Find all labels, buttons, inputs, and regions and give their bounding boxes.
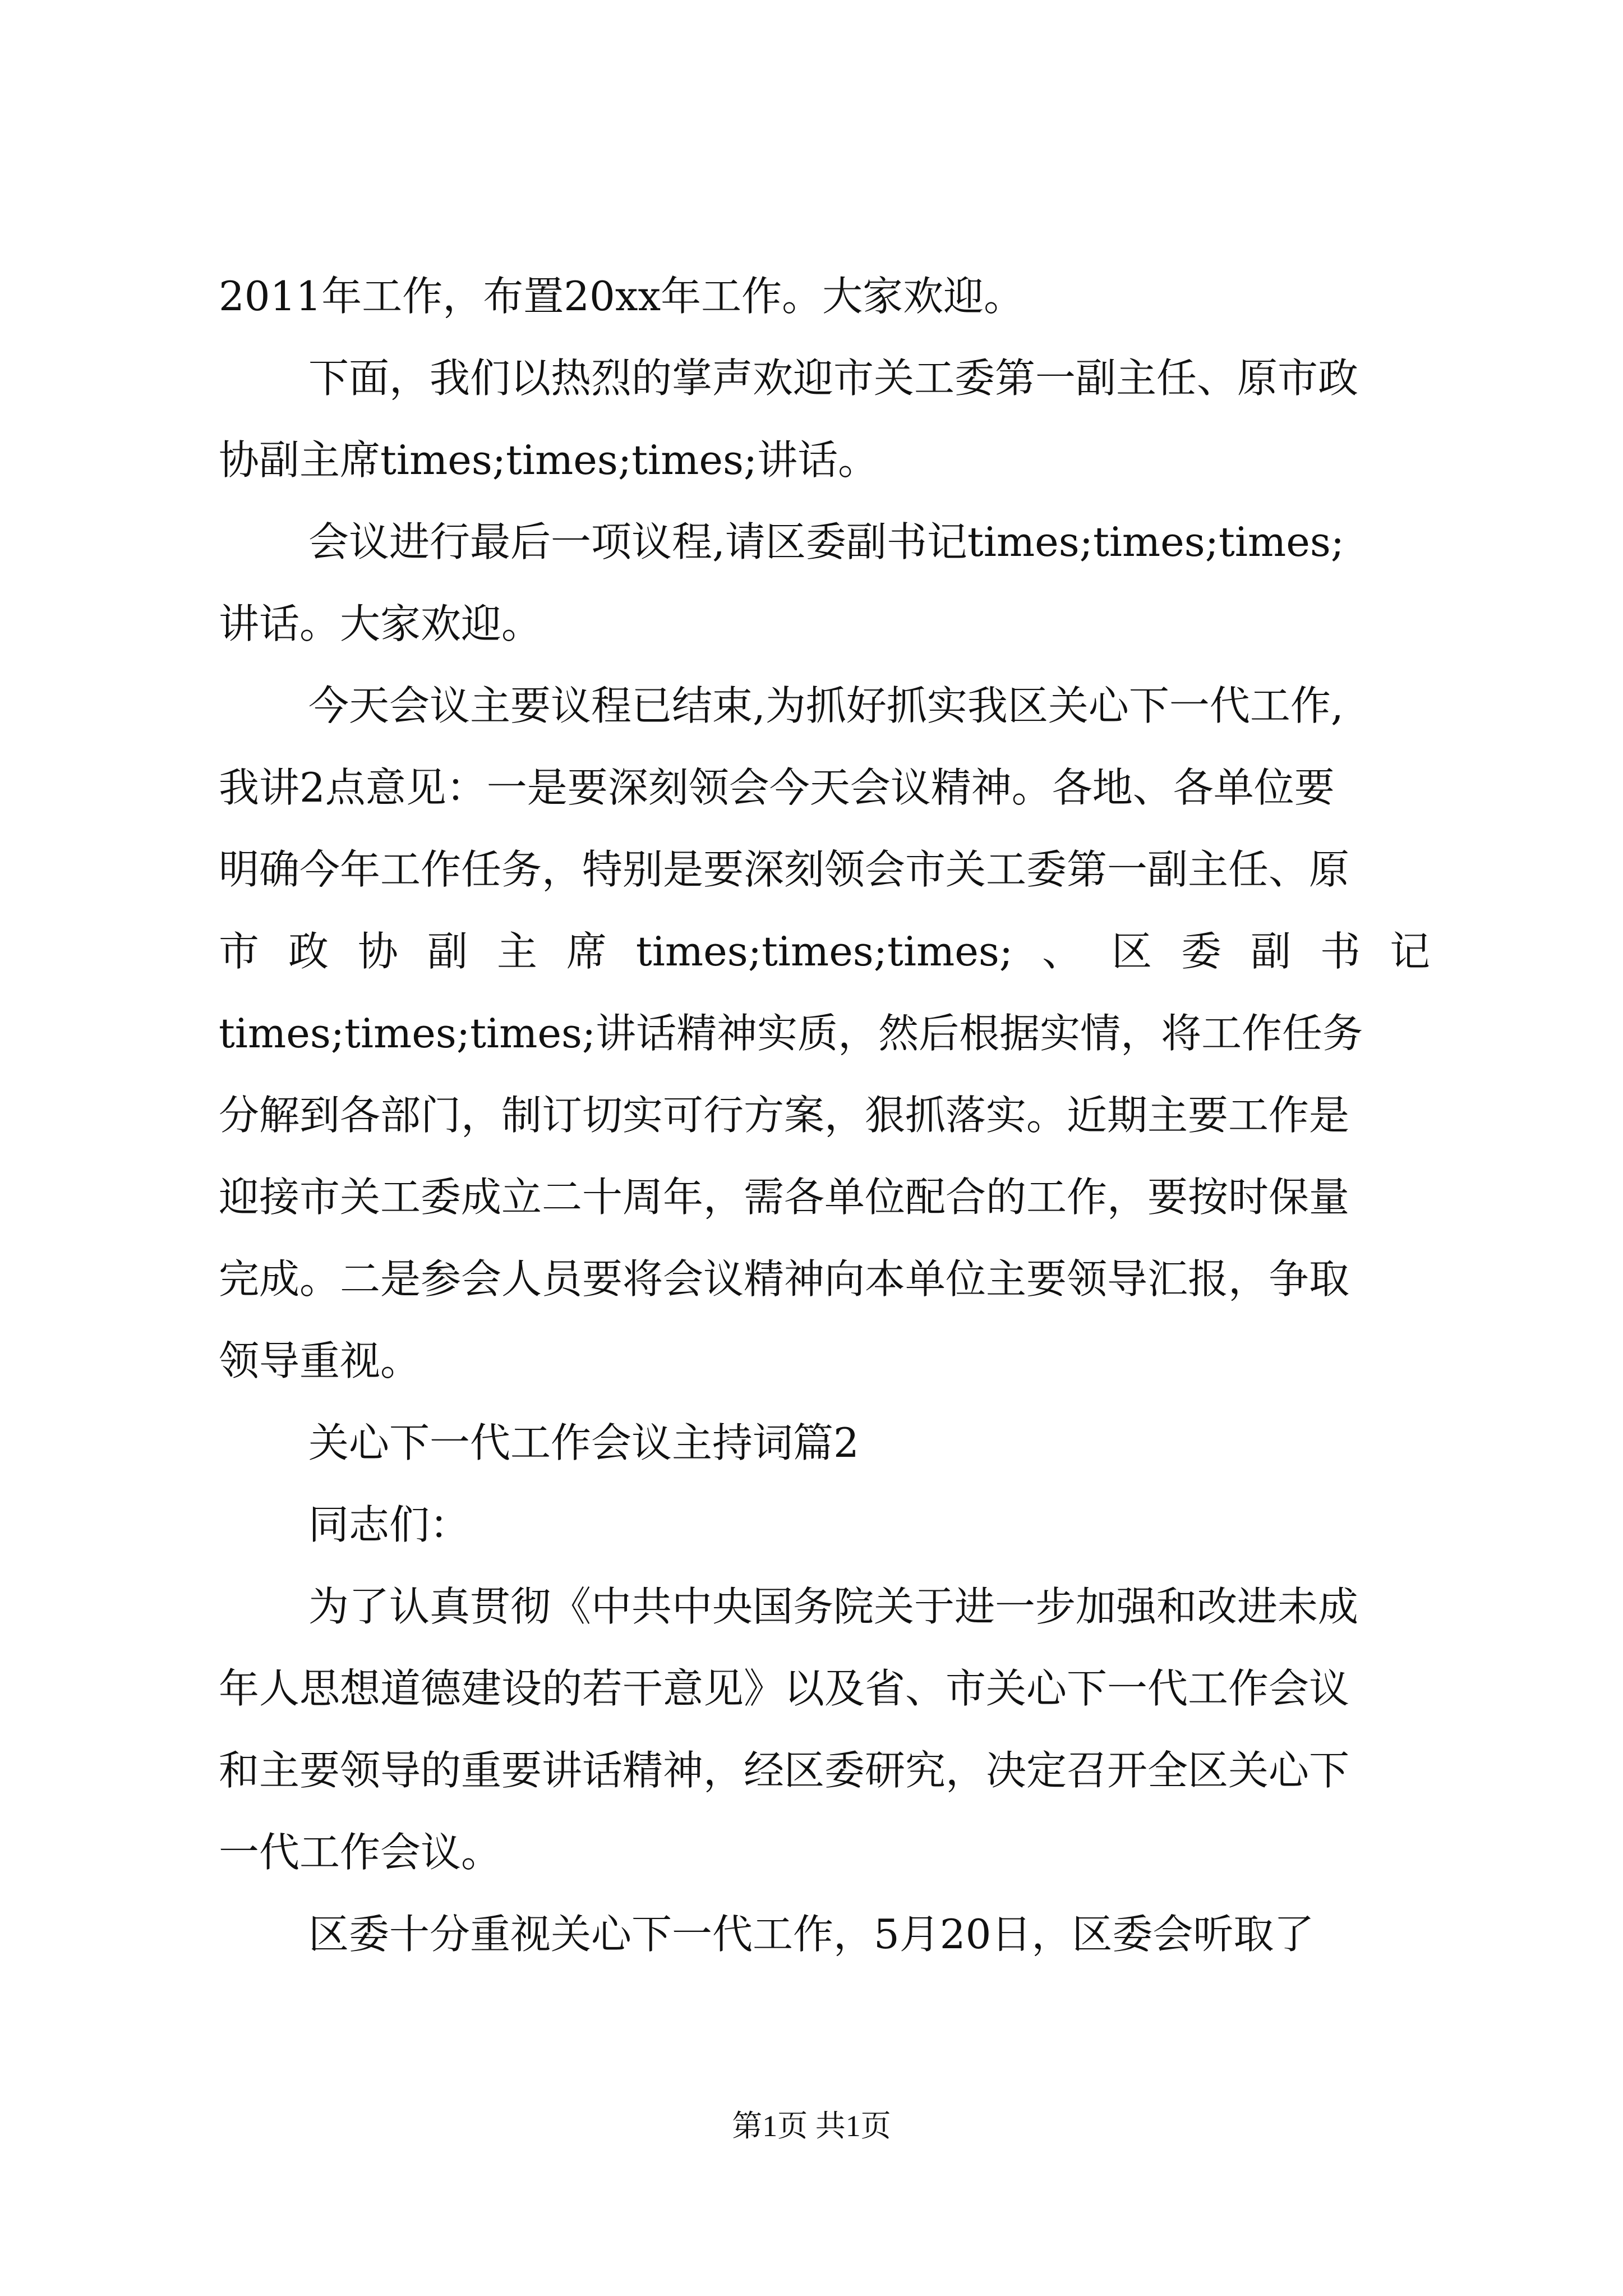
text-line: 领导重视。 — [219, 1337, 421, 1384]
text-line: 讲话。大家欢迎。 — [219, 600, 542, 647]
justified-text-line — [219, 910, 1430, 992]
word: 区 — [1112, 928, 1152, 975]
text-line: 协副主席times;times;times;讲话。 — [219, 436, 879, 484]
word: 、 — [1042, 928, 1083, 975]
word: 市 — [219, 928, 260, 975]
word: 记 — [1389, 928, 1430, 975]
word: times;times;times; — [635, 928, 1013, 975]
word: 副 — [427, 928, 468, 975]
text-line: 区委十分重视关心下一代工作，5月20日，区委会听取了 — [308, 1911, 1315, 1958]
text-line: 我讲2点意见：一是要深刻领会今天会议精神。各地、各单位要 — [219, 764, 1335, 811]
word: 席 — [566, 928, 607, 975]
text-line: 和主要领导的重要讲话精神，经区委研究，决定召开全区关心下 — [219, 1747, 1350, 1794]
text-line: 下面，我们以热烈的掌声欢迎市关工委第一副主任、原市政 — [308, 355, 1359, 402]
text-line: 会议进行最后一项议程,请区委副书记times;times;times; — [308, 518, 1345, 565]
text-line: times;times;times;讲话精神实质，然后根据实情，将工作任务 — [219, 1010, 1363, 1057]
word: 副 — [1250, 928, 1291, 975]
word: 委 — [1181, 928, 1222, 975]
text-line: 一代工作会议。 — [219, 1829, 502, 1876]
text-line: 年人思想道德建设的若干意见》以及省、市关心下一代工作会议 — [219, 1665, 1350, 1712]
word: 政 — [288, 928, 329, 975]
text-line: 今天会议主要议程已结束,为抓好抓实我区关心下一代工作, — [308, 682, 1344, 729]
text-line: 2011年工作，布置20xx年工作。大家欢迎。 — [219, 273, 1025, 320]
text-line: 明确今年工作任务，特别是要深刻领会市关工委第一副主任、原 — [219, 846, 1350, 893]
section-heading: 关心下一代工作会议主持词篇2 — [308, 1419, 859, 1466]
text-line: 迎接市关工委成立二十周年，需各单位配合的工作，要按时保量 — [219, 1174, 1350, 1221]
text-line: 完成。二是参会人员要将会议精神向本单位主要领导汇报，争取 — [219, 1255, 1350, 1303]
text-line: 分解到各部门，制订切实可行方案，狠抓落实。近期主要工作是 — [219, 1092, 1350, 1139]
word: 书 — [1320, 928, 1361, 975]
salutation: 同志们： — [308, 1501, 471, 1548]
word: 协 — [357, 928, 398, 975]
text-line: 为了认真贯彻《中共中央国务院关于进一步加强和改进未成 — [308, 1583, 1359, 1630]
document-body — [219, 255, 1430, 1975]
word: 主 — [496, 928, 537, 975]
page-footer: 第1页 共1页 — [732, 2109, 891, 2143]
